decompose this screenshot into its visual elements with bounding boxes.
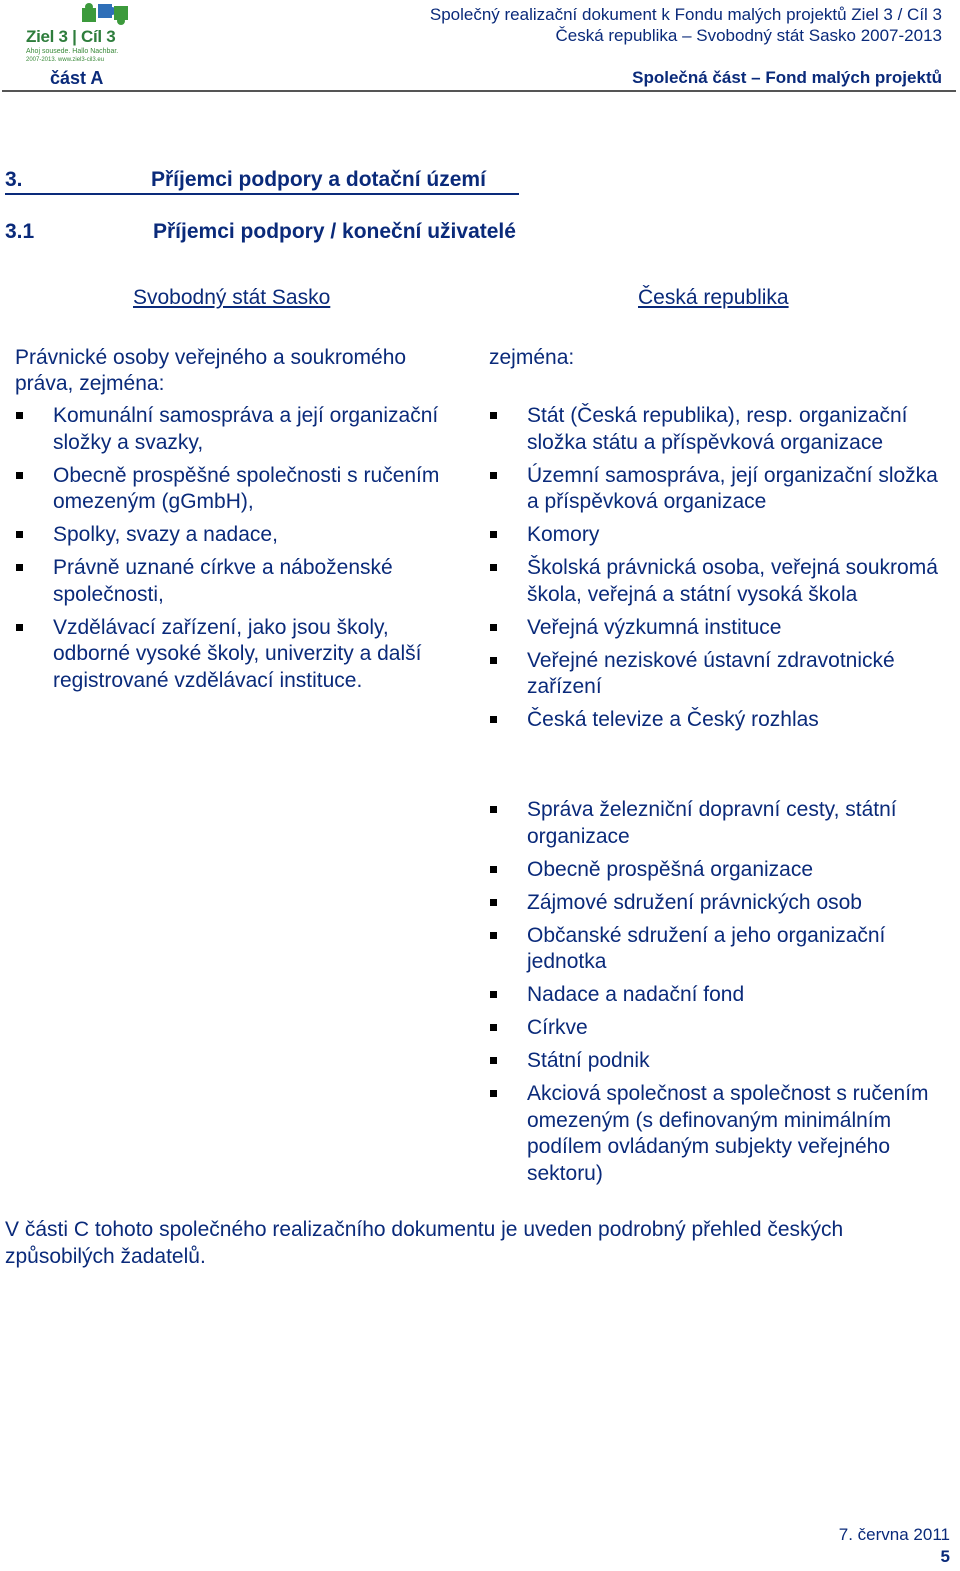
- column-heading-saxony: Svobodný stát Sasko: [133, 286, 331, 309]
- list-item: Církve: [489, 1015, 949, 1042]
- program-logo: [26, 0, 130, 66]
- list-item: Česká televize a Český rozhlas: [489, 707, 949, 734]
- subsection-number: 3.1: [5, 220, 35, 243]
- czech-beneficiaries-list-a: [489, 403, 949, 740]
- document-date: 7. června 2011: [838, 1525, 950, 1544]
- list-item: Právně uznané církve a náboženské společnosti,: [15, 555, 465, 608]
- list-item: Veřejné neziskové ústavní zdravotnické zařízení: [489, 648, 949, 701]
- list-item: Zájmové sdružení právnických osob: [489, 890, 949, 917]
- logo-website: 2007-2013. www.ziel3-cil3.eu: [26, 57, 105, 63]
- section-heading: [5, 168, 519, 195]
- right-intro: zejména:: [489, 346, 575, 369]
- column-heading-czech: Česká republika: [638, 286, 789, 309]
- list-item: Státní podnik: [489, 1048, 949, 1075]
- list-item: Obecně prospěšná organizace: [489, 857, 949, 884]
- logo-wordmark: Ziel 3 | Cíl 3: [26, 27, 116, 46]
- list-item: Stát (Česká republika), resp. organizační složka státu a příspěvková organizace: [489, 403, 949, 456]
- list-item: Školská právnická osoba, veřejná soukromá škola, veřejná a státní vysoká škola: [489, 555, 949, 608]
- list-item: Akciová společnost a společnost s ručením omezeným (s definovaným minimálním podílem ovládaným subjekty veřejného sektoru): [489, 1081, 949, 1187]
- list-item: Nadace a nadační fond: [489, 982, 949, 1009]
- section-number: 3.: [5, 168, 23, 191]
- list-item: Veřejná výzkumná instituce: [489, 615, 949, 642]
- czech-beneficiaries-list-b: [489, 797, 949, 1194]
- list-item: Občanské sdružení a jeho organizační jednotka: [489, 923, 949, 976]
- header-line-1: Společný realizační dokument k Fondu malých projektů Ziel 3 / Cíl 3: [429, 5, 942, 24]
- list-item: Vzdělávací zařízení, jako jsou školy, odborné vysoké školy, univerzity a další registrované vzdělávací instituce.: [15, 615, 465, 695]
- closing-paragraph: V části C tohoto společného realizačního dokumentu je uveden podrobný přehled českých způsobilých žadatelů.: [5, 1218, 844, 1268]
- list-item: Územní samospráva, její organizační složka a příspěvková organizace: [489, 463, 949, 516]
- left-intro: Právnické osoby veřejného a soukromého práva, zejména:: [15, 346, 407, 395]
- saxony-beneficiaries-list: [15, 403, 465, 701]
- list-item: Komory: [489, 522, 949, 549]
- section-title: Příjemci podpory a dotační území: [151, 168, 486, 191]
- header-part-title: Společná část – Fond malých projektů: [632, 68, 942, 87]
- subsection-title: Příjemci podpory / koneční uživatelé: [153, 220, 516, 243]
- page-number: 5: [940, 1547, 950, 1566]
- header-line-2: Česká republika – Svobodný stát Sasko 2007-2013: [555, 26, 942, 45]
- header-divider: [2, 90, 956, 92]
- document-header: [430, 4, 942, 46]
- list-item: Komunální samospráva a její organizační složky a svazky,: [15, 403, 465, 456]
- logo-tagline: Ahoj sousede. Hallo Nachbar.: [26, 48, 119, 55]
- puzzle-icon: [80, 0, 130, 28]
- list-item: Správa železniční dopravní cesty, státní organizace: [489, 797, 949, 850]
- list-item: Spolky, svazy a nadace,: [15, 522, 465, 549]
- list-item: Obecně prospěšné společnosti s ručením omezeným (gGmbH),: [15, 463, 465, 516]
- header-part-label: část A: [50, 68, 104, 88]
